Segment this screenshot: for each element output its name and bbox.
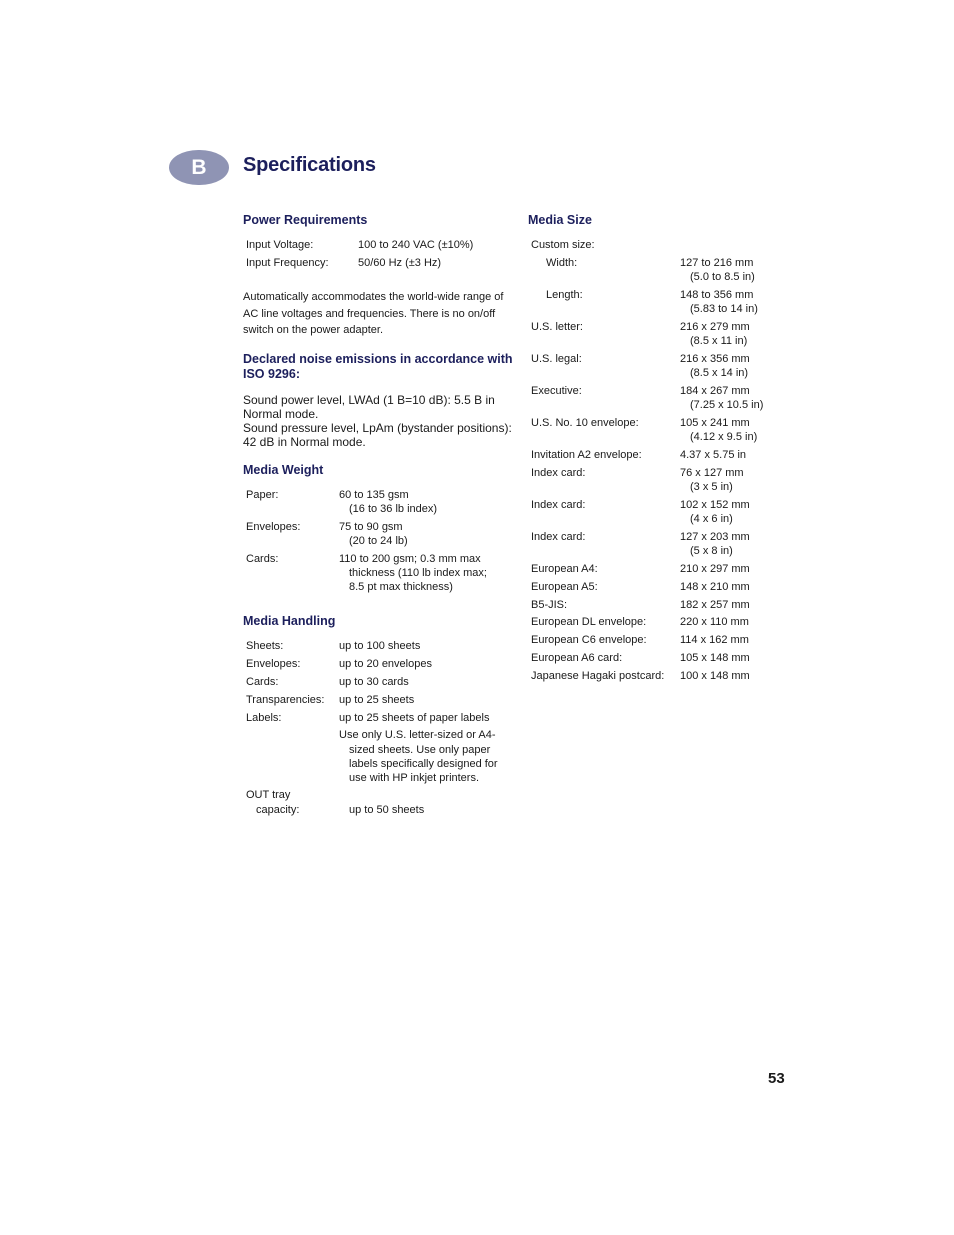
size-no10-value-alt: (4.12 x 9.5 in) [690, 431, 758, 443]
noise-heading: Declared noise emissions in accordance with ISO 9296: [243, 352, 513, 381]
page-title: Specifications [243, 154, 376, 176]
size-index2-label: Index card: [531, 499, 586, 511]
handling-labels-note-4: use with HP inkjet printers. [349, 772, 480, 784]
size-index1-value-alt: (3 x 5 in) [690, 481, 733, 493]
size-a5-label: European A5: [531, 581, 598, 593]
size-a4-label: European A4: [531, 563, 598, 575]
weight-envelopes-value-alt: (20 to 24 lb) [349, 535, 408, 547]
handling-sheets-label: Sheets: [246, 640, 284, 652]
handling-labels-note-2: sized sheets. Use only paper [349, 744, 491, 756]
handling-out-tray-label-2: capacity: [256, 804, 300, 816]
handling-out-tray-label-1: OUT tray [246, 789, 291, 801]
handling-sheets-value: up to 100 sheets [339, 640, 421, 652]
input-voltage-value: 100 to 240 VAC (±10%) [358, 239, 474, 251]
weight-paper-label: Paper: [246, 489, 279, 501]
media-weight-heading: Media Weight [243, 463, 324, 477]
size-length-label: Length: [546, 289, 583, 301]
size-width-value-alt: (5.0 to 8.5 in) [690, 271, 755, 283]
size-width-value: 127 to 216 mm [680, 257, 754, 269]
size-a2-value: 4.37 x 5.75 in [680, 449, 747, 461]
size-index1-value: 76 x 127 mm [680, 467, 744, 479]
weight-cards-value-3: 8.5 pt max thickness) [349, 581, 453, 593]
chapter-badge: B [169, 150, 229, 185]
handling-cards-value: up to 30 cards [339, 676, 409, 688]
handling-labels-note-1: Use only U.S. letter-sized or A4- [339, 729, 496, 741]
size-index3-label: Index card: [531, 531, 586, 543]
size-index3-value: 127 x 203 mm [680, 531, 750, 543]
size-custom-label: Custom size: [531, 239, 595, 251]
weight-envelopes-value: 75 to 90 gsm [339, 521, 403, 533]
sound-pressure-level: Sound pressure level, LpAm (bystander positions): 42 dB in Normal mode. [243, 421, 512, 449]
handling-labels-label: Labels: [246, 712, 282, 724]
size-no10-label: U.S. No. 10 envelope: [531, 417, 639, 429]
weight-cards-value: 110 to 200 gsm; 0.3 mm max [339, 553, 481, 565]
power-heading: Power Requirements [243, 213, 368, 227]
size-b5-value: 182 x 257 mm [680, 599, 750, 611]
power-note: Automatically accommodates the world-wide range of AC line voltages and frequencies. There is no on/off switch on the power adapter. [243, 291, 504, 336]
sound-power-level: Sound power level, LWAd (1 B=10 dB): 5.5 B in Normal mode. [243, 393, 495, 421]
handling-labels-note-3: labels specifically designed for [349, 758, 498, 770]
size-legal-value: 216 x 356 mm [680, 353, 750, 365]
handling-labels-value: up to 25 sheets of paper labels [339, 712, 490, 724]
size-c6-label: European C6 envelope: [531, 634, 647, 646]
size-hagaki-value: 100 x 148 mm [680, 670, 750, 682]
size-letter-value: 216 x 279 mm [680, 321, 750, 333]
size-executive-label: Executive: [531, 385, 582, 397]
handling-transparencies-value: up to 25 sheets [339, 694, 415, 706]
size-a5-value: 148 x 210 mm [680, 581, 750, 593]
size-letter-value-alt: (8.5 x 11 in) [690, 335, 748, 347]
size-dl-label: European DL envelope: [531, 616, 647, 628]
handling-cards-label: Cards: [246, 676, 279, 688]
size-index1-label: Index card: [531, 467, 586, 479]
size-index3-value-alt: (5 x 8 in) [690, 545, 733, 557]
size-a6-label: European A6 card: [531, 652, 623, 664]
size-dl-value: 220 x 110 mm [680, 616, 749, 628]
size-length-value: 148 to 356 mm [680, 289, 754, 301]
size-a6-value: 105 x 148 mm [680, 652, 750, 664]
size-legal-value-alt: (8.5 x 14 in) [690, 367, 749, 379]
weight-cards-value-2: thickness (110 lb index max; [349, 567, 487, 579]
size-letter-label: U.S. letter: [531, 321, 583, 333]
size-legal-label: U.S. legal: [531, 353, 582, 365]
weight-cards-label: Cards: [246, 553, 279, 565]
size-width-label: Width: [546, 257, 578, 269]
size-c6-value: 114 x 162 mm [680, 634, 749, 646]
media-handling-heading: Media Handling [243, 614, 336, 628]
input-frequency-label: Input Frequency: [246, 257, 329, 269]
size-hagaki-label: Japanese Hagaki postcard: [531, 670, 665, 682]
media-size-heading: Media Size [528, 213, 592, 227]
handling-out-tray-value: up to 50 sheets [349, 804, 425, 816]
handling-envelopes-value: up to 20 envelopes [339, 658, 432, 670]
size-index2-value-alt: (4 x 6 in) [690, 513, 733, 525]
weight-envelopes-label: Envelopes: [246, 521, 301, 533]
size-a4-value: 210 x 297 mm [680, 563, 750, 575]
size-no10-value: 105 x 241 mm [680, 417, 750, 429]
input-voltage-label: Input Voltage: [246, 239, 314, 251]
handling-envelopes-label: Envelopes: [246, 658, 301, 670]
size-a2-label: Invitation A2 envelope: [531, 449, 642, 461]
size-executive-value-alt: (7.25 x 10.5 in) [690, 399, 764, 411]
handling-transparencies-label: Transparencies: [246, 694, 325, 706]
weight-paper-value: 60 to 135 gsm [339, 489, 409, 501]
page-number: 53 [768, 1070, 785, 1087]
weight-paper-value-alt: (16 to 36 lb index) [349, 503, 438, 515]
input-frequency-value: 50/60 Hz (±3 Hz) [358, 257, 442, 269]
size-index2-value: 102 x 152 mm [680, 499, 750, 511]
size-length-value-alt: (5.83 to 14 in) [690, 303, 758, 315]
size-b5-label: B5-JIS: [531, 599, 568, 611]
size-executive-value: 184 x 267 mm [680, 385, 750, 397]
